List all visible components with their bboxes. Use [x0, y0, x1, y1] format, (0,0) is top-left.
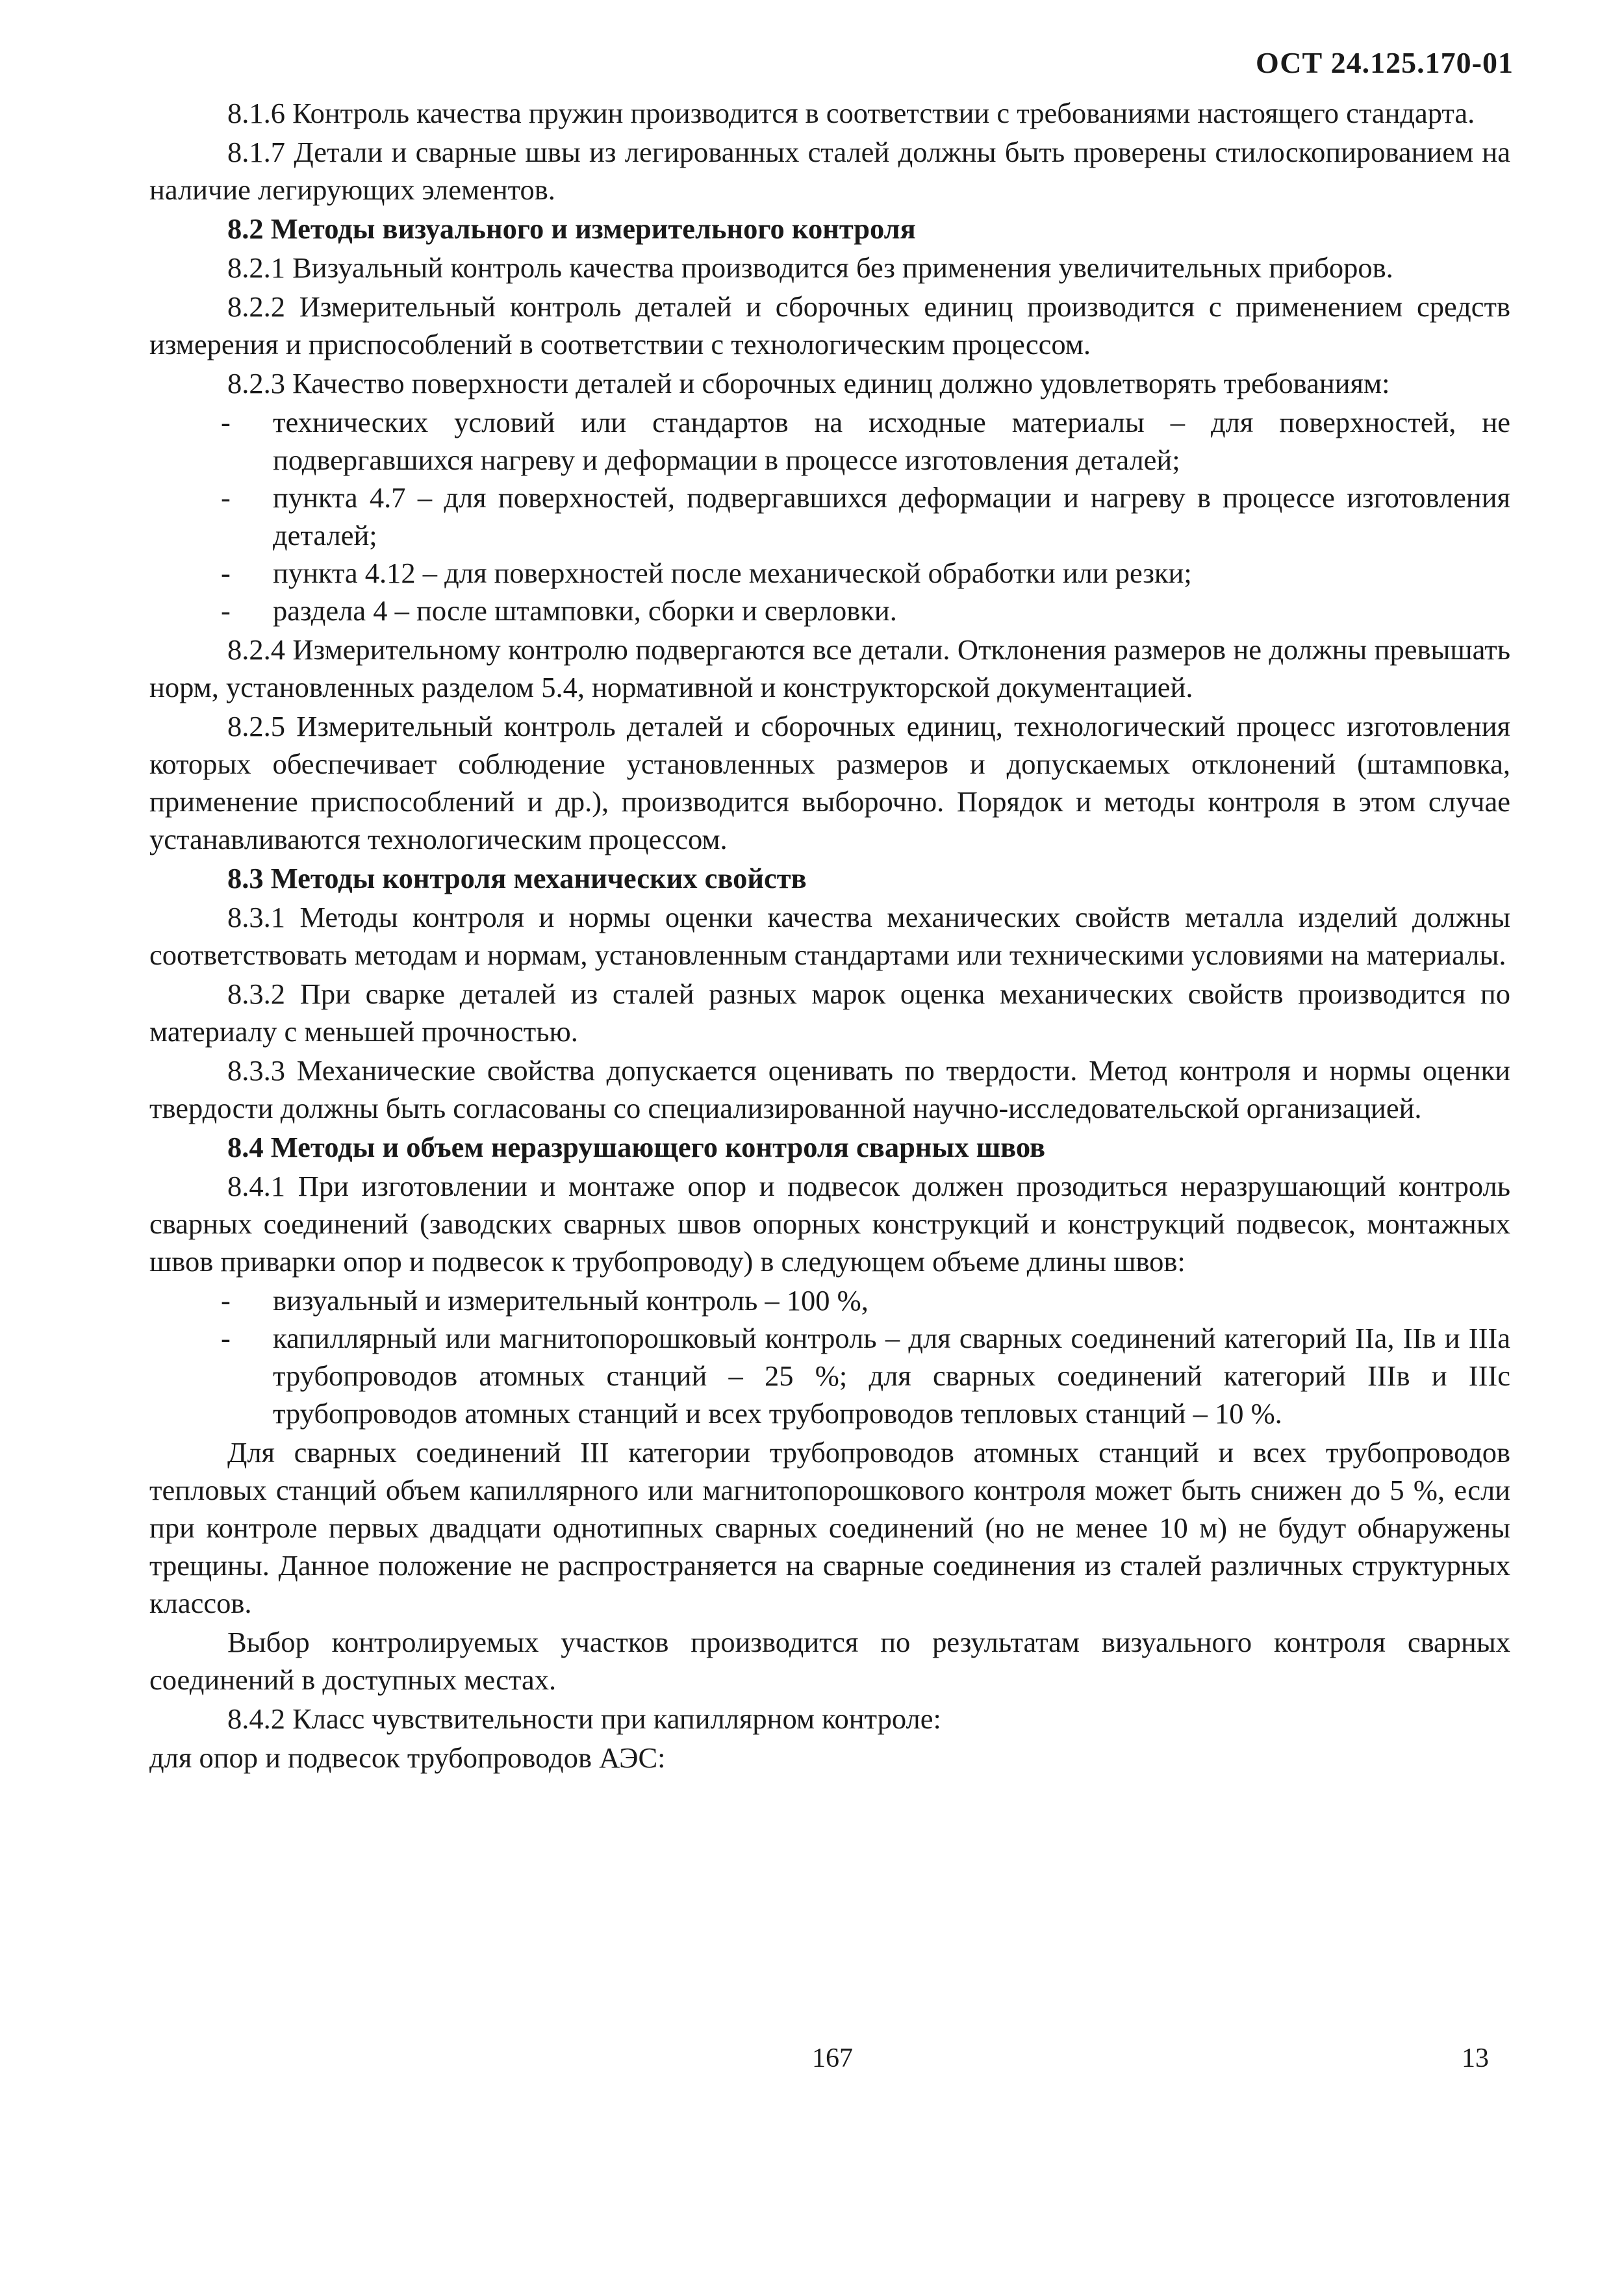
paragraph-8-4-1: 8.4.1 При изготовлении и монтаже опор и подвесок должен прозодиться неразрушающий контроль сварных соединений (заводских сварных швов опорных конструкций и конструкций подвесок, монтажных швов приварки опор и подвесок к трубопроводу) в следующем объеме длины швов:	[149, 1170, 1510, 1278]
dash-bullet: -	[221, 406, 231, 438]
list-item	[149, 554, 1510, 592]
paragraph-8-2-4: 8.2.4 Измерительному контролю подвергаются все детали. Отклонения размеров не должны превышать норм, установленных разделом 5.4, нормативной и конструкторской документацией.	[149, 633, 1510, 703]
paragraph-8-2-2: 8.2.2 Измерительный контроль деталей и сборочных единиц производится с применением средств измерения и приспособлений в соответствии с технологическим процессом.	[149, 290, 1510, 360]
page-number-center: 167	[812, 2043, 853, 2073]
page-number-right: 13	[1462, 2043, 1489, 2073]
paragraph-8-1-7: 8.1.7 Детали и сварные швы из легированных сталей должны быть проверены стилоскопированием на наличие легирующих элементов.	[149, 136, 1510, 206]
list-item	[149, 479, 1510, 554]
list-item-text: пункта 4.7 – для поверхностей, подвергавшихся деформации и нагреву в процессе изготовления деталей;	[273, 481, 1510, 551]
list-item	[149, 1319, 1510, 1432]
paragraph-8-2-5: 8.2.5 Измерительный контроль деталей и сборочных единиц, технологический процесс изготовления которых обеспечивает соблюдение установленных размеров и допускаемых отклонений (штамповка, применение приспособлений и др.), производится выборочно. Порядок и методы контроля в этом случае устанавливаются технологическим процессом.	[149, 710, 1510, 855]
dash-bullet: -	[221, 481, 231, 514]
requirements-list-8-2-3	[149, 403, 1510, 629]
list-item-text: раздела 4 – после штамповки, сборки и сверловки.	[273, 594, 897, 627]
list-item-text: технических условий или стандартов на исходные материалы – для поверхностей, не подвергавшихся нагреву и деформации в процессе изготовления деталей;	[273, 406, 1510, 476]
paragraph-8-4-2-aes: для опор и подвесок трубопроводов АЭС:	[149, 1741, 666, 1774]
dash-bullet: -	[221, 1284, 231, 1317]
list-item-text: капиллярный или магнитопорошковый контроль – для сварных соединений категорий IIа, IIв и IIIа трубопроводов атомных станций – 25 %; для сварных соединений категорий IIIв и IIIс трубопроводов атомных станций и всех трубопроводов тепловых станций – 10 %.	[273, 1322, 1510, 1430]
list-item	[149, 592, 1510, 629]
paragraph-8-3-2: 8.3.2 При сварке деталей из сталей разных марок оценка механических свойств производится по материалу с меньшей прочностью.	[149, 978, 1510, 1048]
dash-bullet: -	[221, 1322, 231, 1354]
list-item-text: пункта 4.12 – для поверхностей после механической обработки или резки;	[273, 557, 1192, 589]
paragraph-8-2-1: 8.2.1 Визуальный контроль качества производится без применения увеличительных приборов.	[227, 251, 1393, 284]
page-body	[149, 94, 1510, 1778]
section-heading-8-4: 8.4 Методы и объем неразрушающего контроля сварных швов	[227, 1131, 1046, 1163]
paragraph-8-3-1: 8.3.1 Методы контроля и нормы оценки качества механических свойств металла изделий должны соответствовать методам и нормам, установленным стандартами или техническими условиями на материалы.	[149, 901, 1510, 971]
list-item	[149, 403, 1510, 479]
list-item	[149, 1282, 1510, 1319]
paragraph-8-4-2: 8.4.2 Класс чувствительности при капиллярном контроле:	[227, 1702, 941, 1735]
list-item-text: визуальный и измерительный контроль – 100 %,	[273, 1284, 869, 1317]
paragraph-8-4-1-continued: Для сварных соединений III категории трубопроводов атомных станций и всех трубопроводов тепловых станций объем капиллярного или магнитопорошкового контроля может быть снижен до 5 %, если при контроле первых двадцати однотипных сварных соединений (но не менее 10 м) не будут обнаружены трещины. Данное положение не распространяется на сварные соединения из сталей различных структурных классов.	[149, 1436, 1510, 1619]
paragraph-8-4-1-selection: Выбор контролируемых участков производится по результатам визуального контроля сварных соединений в доступных местах.	[149, 1626, 1510, 1696]
section-heading-8-3: 8.3 Методы контроля механических свойств	[227, 862, 807, 894]
inspection-scope-list-8-4-1	[149, 1282, 1510, 1432]
document-code-header: ОСТ 24.125.170-01	[1255, 46, 1514, 79]
paragraph-8-2-3: 8.2.3 Качество поверхности деталей и сборочных единиц должно удовлетворять требованиям:	[227, 367, 1390, 399]
dash-bullet: -	[221, 557, 231, 589]
dash-bullet: -	[221, 594, 231, 627]
paragraph-8-3-3: 8.3.3 Механические свойства допускается оценивать по твердости. Метод контроля и нормы оценки твердости должны быть согласованы со специализированной научно-исследовательской организацией.	[149, 1054, 1510, 1124]
section-heading-8-2: 8.2 Методы визуального и измерительного контроля	[227, 212, 916, 245]
paragraph-8-1-6: 8.1.6 Контроль качества пружин производится в соответствии с требованиями настоящего стандарта.	[227, 97, 1475, 129]
